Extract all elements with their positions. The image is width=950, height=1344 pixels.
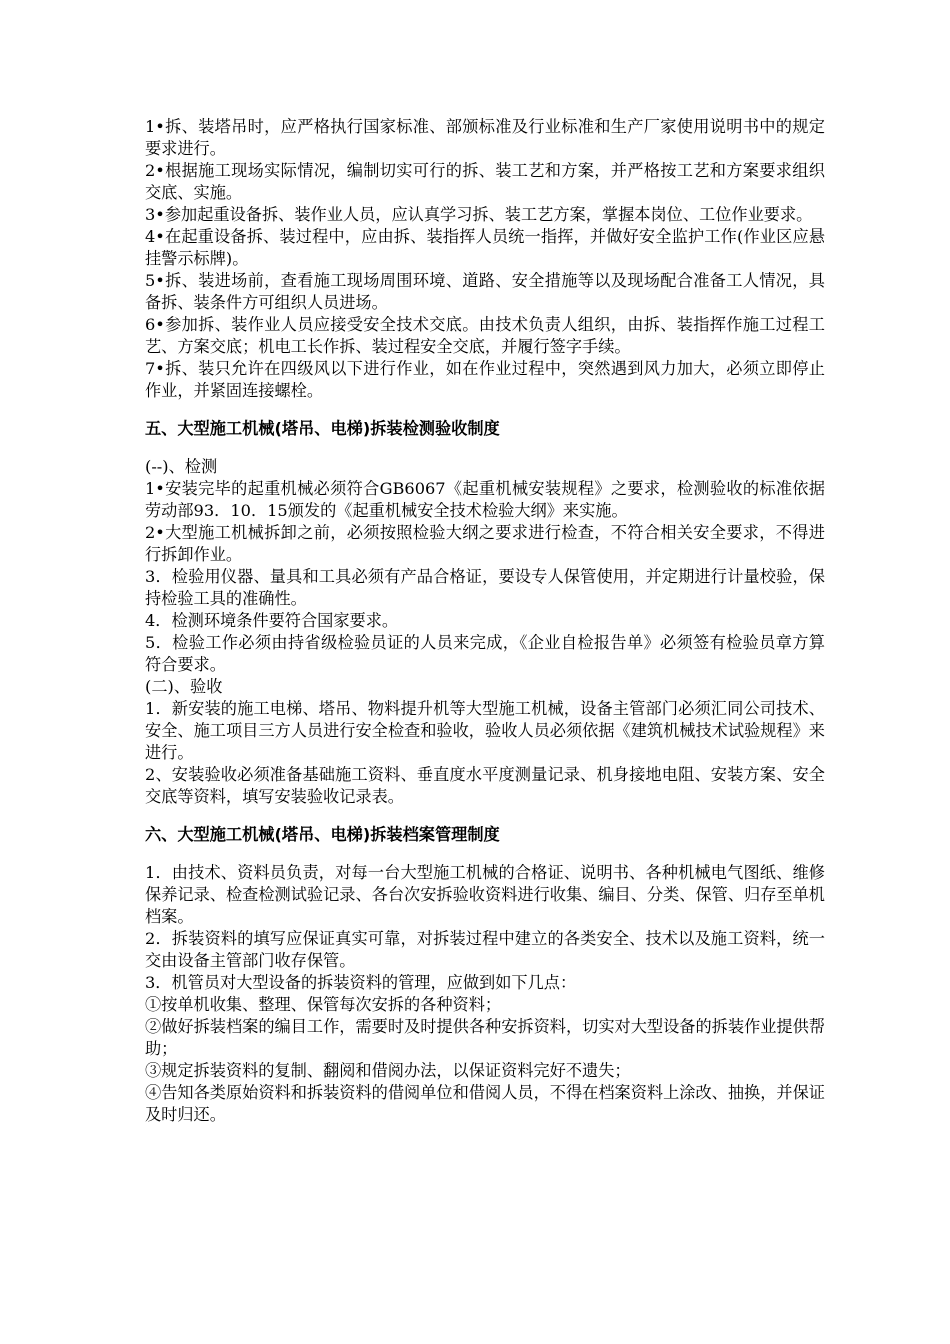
paragraph: 7•拆、装只允许在四级风以下进行作业，如在作业过程中，突然遇到风力加大，必须立即停止作业，并紧固连接螺栓。 xyxy=(145,359,825,400)
subsection-label: (二)、验收 xyxy=(145,677,223,696)
paragraph: 3．检验用仪器、量具和工具必须有产品合格证，要设专人保管使用，并定期进行计量校验，保持检验工具的准确性。 xyxy=(145,567,825,608)
paragraph: 3．机管员对大型设备的拆装资料的管理，应做到如下几点： xyxy=(145,973,577,992)
paragraph: 4．检测环境条件要符合国家要求。 xyxy=(145,611,399,630)
paragraph: 1．由技术、资料员负责，对每一台大型施工机械的合格证、说明书、各种机械电气图纸、维修保养记录、检查检测试验记录、各台次安拆验收资料进行收集、编目、分类、保管、归存至单机档案。 xyxy=(145,863,825,926)
paragraph: 1•拆、装塔吊时，应严格执行国家标准、部颁标准及行业标准和生产厂家使用说明书中的规定要求进行。 xyxy=(145,117,825,158)
subsection-label: (--)、检测 xyxy=(145,457,218,476)
section-heading: 六、大型施工机械(塔吊、电梯)拆装档案管理制度 xyxy=(145,825,500,844)
spacer xyxy=(145,846,825,862)
paragraph: 2、安装验收必须准备基础施工资料、垂直度水平度测量记录、机身接地电阻、安装方案、安全交底等资料，填写安装验收记录表。 xyxy=(145,765,825,806)
paragraph: 5•拆、装进场前，查看施工现场周围环境、道路、安全措施等以及现场配合准备工人情况，具备拆、装条件方可组织人员进场。 xyxy=(145,271,825,312)
paragraph: 6•参加拆、装作业人员应接受安全技术交底。由技术负责人组织，由拆、装指挥作施工过程工艺、方案交底；机电工长作拆、装过程安全交底，并履行签字手续。 xyxy=(145,315,825,356)
list-item: ①按单机收集、整理、保管每次安拆的各种资料； xyxy=(145,995,502,1014)
paragraph: 2．拆装资料的填写应保证真实可靠，对拆装过程中建立的各类安全、技术以及施工资料，统一交由设备主管部门收存保管。 xyxy=(145,929,825,970)
spacer xyxy=(145,402,825,418)
section-heading: 五、大型施工机械(塔吊、电梯)拆装检测验收制度 xyxy=(145,419,500,438)
document-page xyxy=(145,116,825,1126)
list-item: ②做好拆装档案的编目工作，需要时及时提供各种安拆资料，切实对大型设备的拆装作业提供帮助； xyxy=(145,1017,825,1058)
list-item: ④告知各类原始资料和拆装资料的借阅单位和借阅人员，不得在档案资料上涂改、抽换，并保证及时归还。 xyxy=(145,1083,825,1124)
paragraph: 4•在起重设备拆、装过程中，应由拆、装指挥人员统一指挥，并做好安全监护工作(作业区应悬挂警示标牌)。 xyxy=(145,227,825,268)
paragraph: 1•安装完毕的起重机械必须符合GB6067《起重机械安装规程》之要求，检测验收的标准依据劳动部93．10．15颁发的《起重机械安全技术检验大纲》来实施。 xyxy=(145,479,825,520)
paragraph: 2•根据施工现场实际情况，编制切实可行的拆、装工艺和方案，并严格按工艺和方案要求组织交底、实施。 xyxy=(145,161,825,202)
list-item: ③规定拆装资料的复制、翻阅和借阅办法，以保证资料完好不遗失； xyxy=(145,1061,631,1080)
paragraph: 3•参加起重设备拆、装作业人员，应认真学习拆、装工艺方案，掌握本岗位、工位作业要求。 xyxy=(145,205,813,224)
paragraph: 2•大型施工机械拆卸之前，必须按照检验大纲之要求进行检查，不符合相关安全要求，不得进行拆卸作业。 xyxy=(145,523,825,564)
spacer xyxy=(145,440,825,456)
paragraph: 5．检验工作必须由持省级检验员证的人员来完成，《企业自检报告单》必须签有检验员章方算符合要求。 xyxy=(145,633,825,674)
paragraph: 1．新安装的施工电梯、塔吊、物料提升机等大型施工机械，设备主管部门必须汇同公司技术、安全、施工项目三方人员进行安全检查和验收，验收人员必须依据《建筑机械技术试验规程》来进行。 xyxy=(145,699,825,762)
spacer xyxy=(145,808,825,824)
